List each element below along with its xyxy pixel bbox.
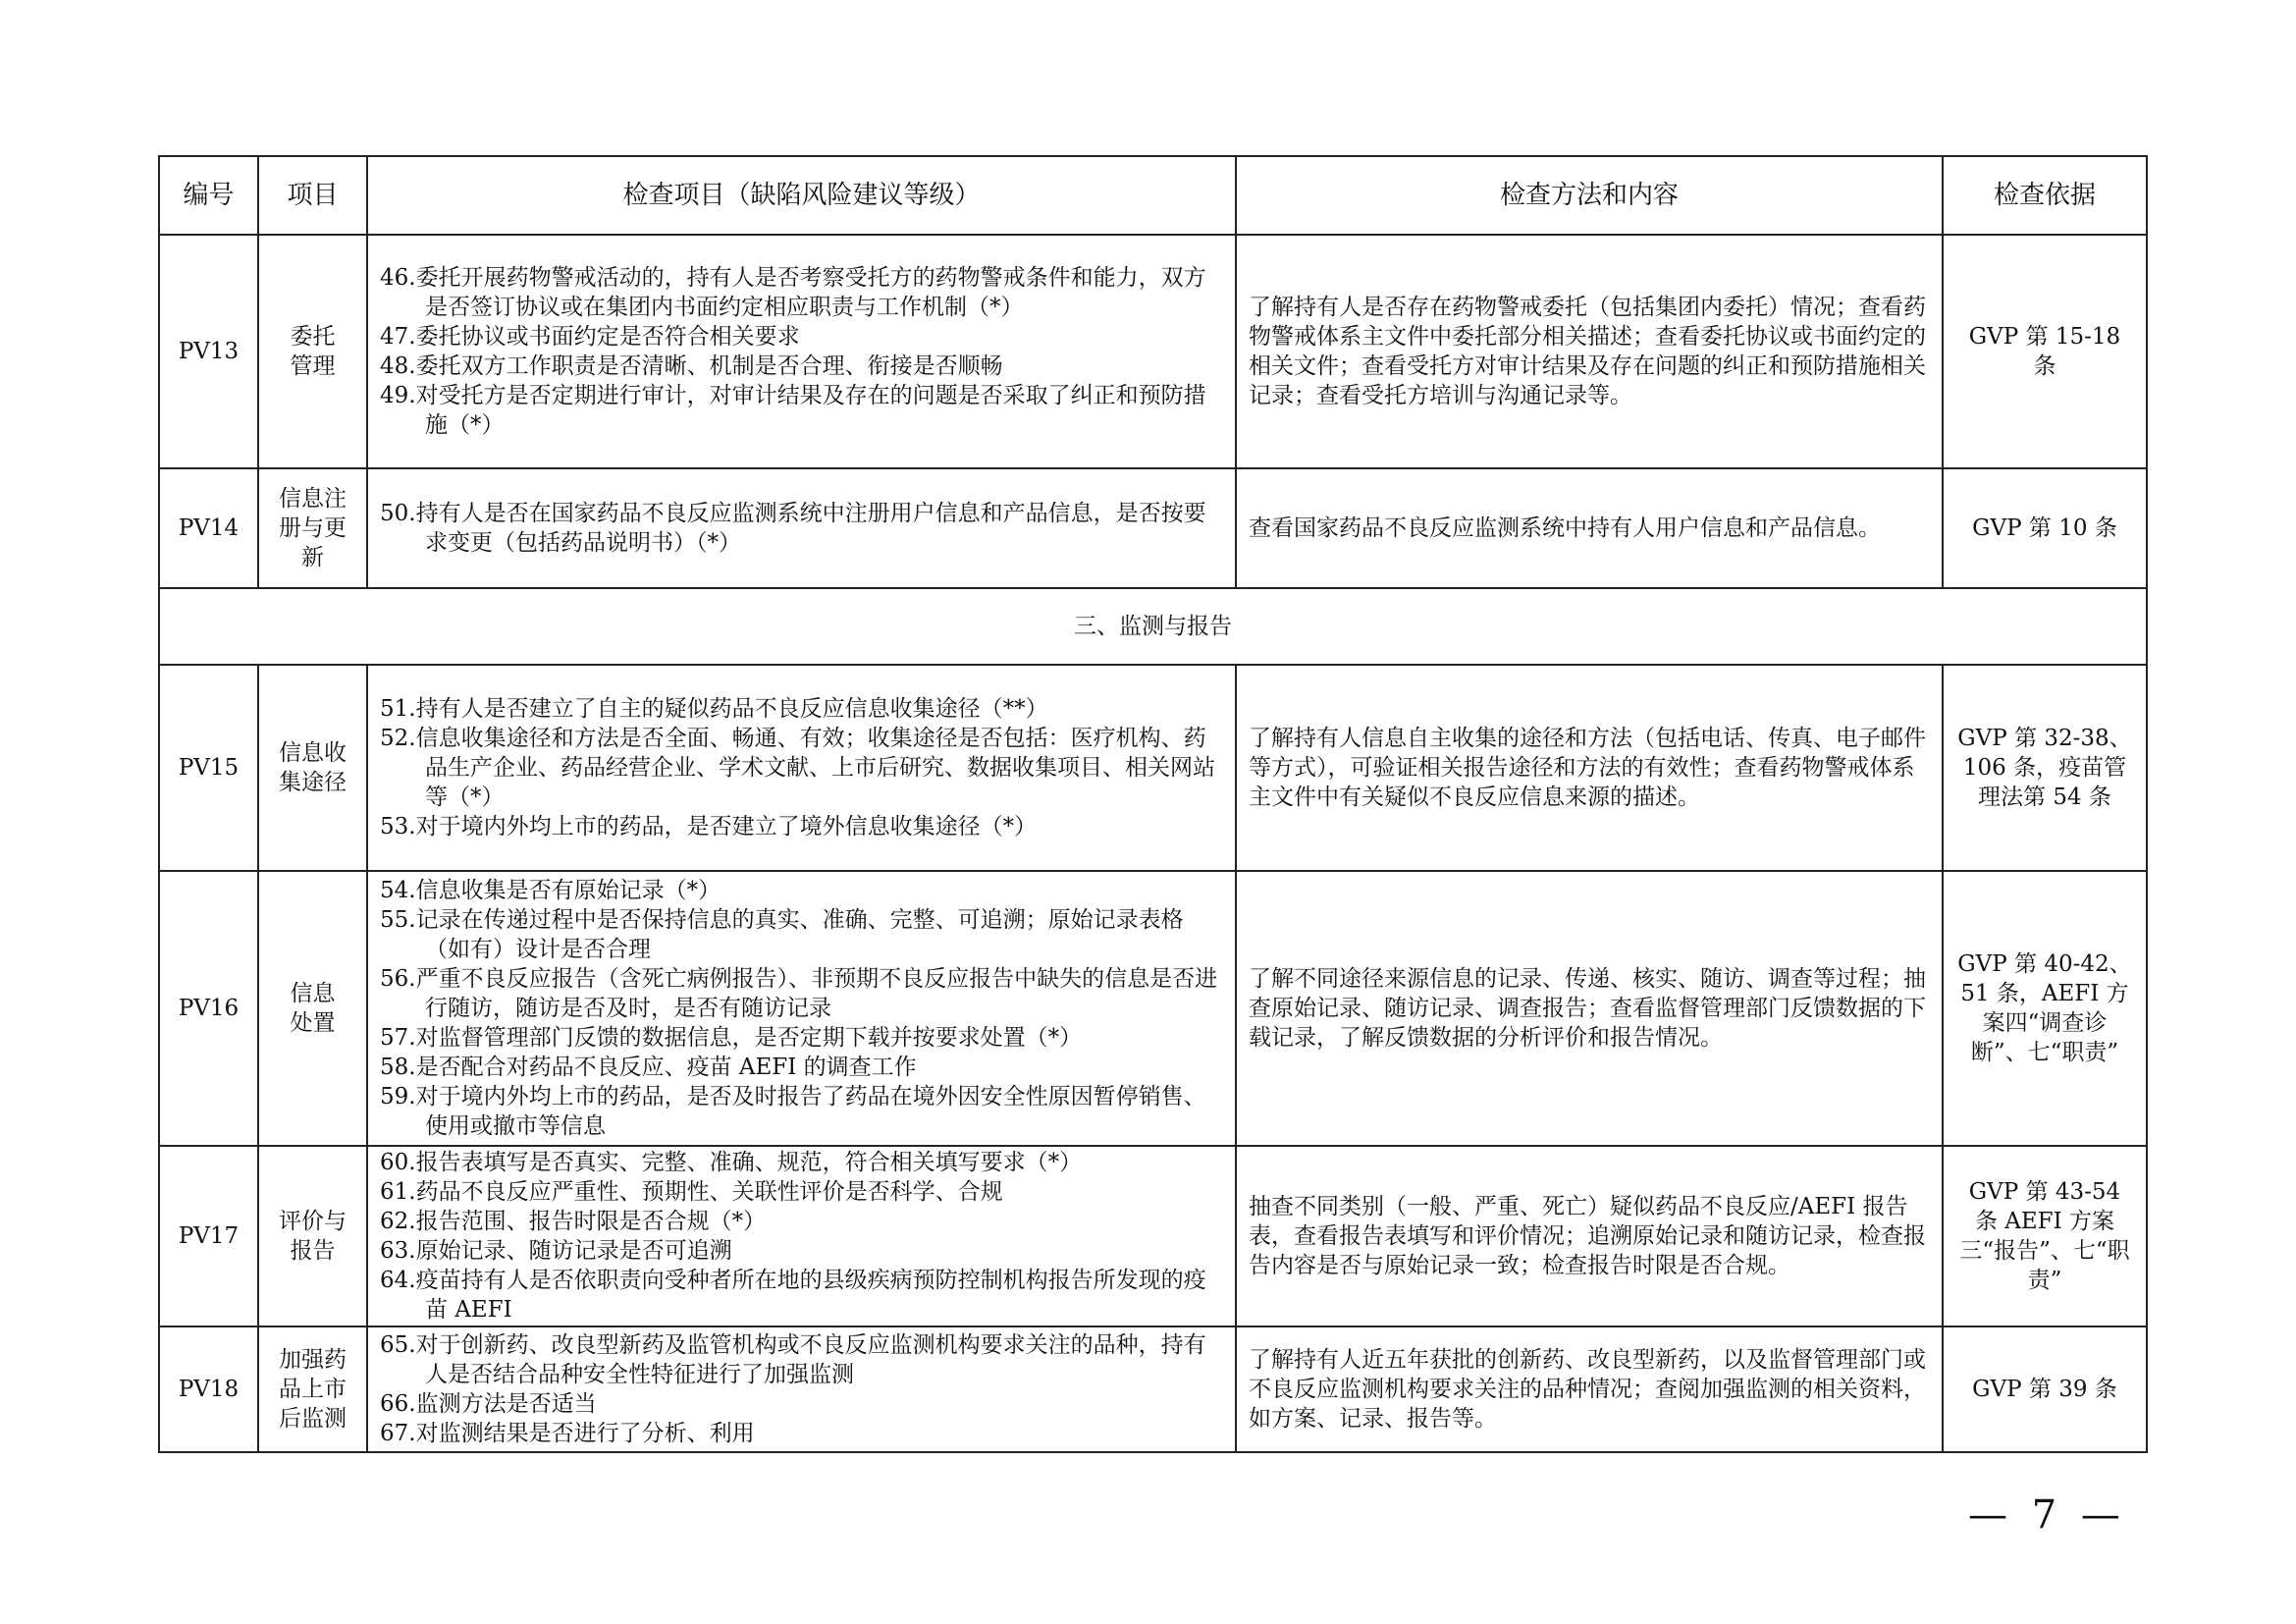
project-line: 集途径 <box>279 770 347 795</box>
table-header-row <box>159 156 2147 235</box>
header-method: 检查方法和内容 <box>1236 156 1943 235</box>
row-project <box>258 871 367 1146</box>
row-project <box>258 1146 367 1326</box>
row-basis: GVP 第 40-42、51 条，AEFI 方案四“调查诊断”、七“职责” <box>1943 871 2147 1146</box>
header-items: 检查项目（缺陷风险建议等级） <box>367 156 1236 235</box>
table-row <box>159 871 2147 1146</box>
check-item: 54.信息收集是否有原始记录（*） <box>380 878 721 903</box>
row-code: PV18 <box>159 1326 258 1452</box>
row-method: 了解持有人是否存在药物警戒委托（包括集团内委托）情况；查看药物警戒体系主文件中委托部分相关描述；查看委托协议或书面约定的相关文件；查看受托方对审计结果及存在问题的纠正和预防措施相关记录；查看受托方培训与沟通记录等。 <box>1236 235 1943 468</box>
section-title: 三、监测与报告 <box>159 588 2147 665</box>
row-check-items <box>367 1326 1236 1452</box>
check-item: 47.委托协议或书面约定是否符合相关要求 <box>380 324 800 350</box>
check-item: 61.药品不良反应严重性、预期性、关联性评价是否科学、合规 <box>380 1179 1003 1205</box>
row-code: PV16 <box>159 871 258 1146</box>
check-item: 55.记录在传递过程中是否保持信息的真实、准确、完整、可追溯；原始记录表格（如有）设计是否合理 <box>380 907 1184 962</box>
row-method: 了解持有人近五年获批的创新药、改良型新药，以及监督管理部门或不良反应监测机构要求关注的品种情况；查阅加强监测的相关资料，如方案、记录、报告等。 <box>1236 1326 1943 1452</box>
row-check-items <box>367 235 1236 468</box>
row-code: PV15 <box>159 665 258 871</box>
row-basis: GVP 第 43-54 条 AEFI 方案三“报告”、七“职责” <box>1943 1146 2147 1326</box>
check-item: 62.报告范围、报告时限是否合规（*） <box>380 1209 767 1234</box>
check-item: 67.对监测结果是否进行了分析、利用 <box>380 1421 755 1446</box>
row-method: 抽查不同类别（一般、严重、死亡）疑似药品不良反应/AEFI 报告表，查看报告表填写和评价情况；追溯原始记录和随访记录，检查报告内容是否与原始记录一致；检查报告时限是否合规。 <box>1236 1146 1943 1326</box>
check-item: 58.是否配合对药品不良反应、疫苗 AEFI 的调查工作 <box>380 1055 917 1080</box>
table-row <box>159 235 2147 468</box>
project-line: 委托 <box>290 324 336 350</box>
row-basis: GVP 第 39 条 <box>1943 1326 2147 1452</box>
project-line: 加强药 <box>279 1347 347 1373</box>
row-project <box>258 468 367 588</box>
row-project <box>258 1326 367 1452</box>
table-row <box>159 1326 2147 1452</box>
row-project <box>258 665 367 871</box>
row-code: PV13 <box>159 235 258 468</box>
project-line: 信息注 <box>279 486 347 512</box>
row-basis: GVP 第 10 条 <box>1943 468 2147 588</box>
check-item: 48.委托双方工作职责是否清晰、机制是否合理、衔接是否顺畅 <box>380 353 1003 379</box>
project-line: 管理 <box>290 353 336 379</box>
row-method: 了解持有人信息自主收集的途径和方法（包括电话、传真、电子邮件等方式），可验证相关报告途径和方法的有效性；查看药物警戒体系主文件中有关疑似不良反应信息来源的描述。 <box>1236 665 1943 871</box>
row-check-items <box>367 468 1236 588</box>
row-method: 了解不同途径来源信息的记录、传递、核实、随访、调查等过程；抽查原始记录、随访记录、调查报告；查看监督管理部门反馈数据的下载记录，了解反馈数据的分析评价和报告情况。 <box>1236 871 1943 1146</box>
check-item: 60.报告表填写是否真实、完整、准确、规范，符合相关填写要求（*） <box>380 1150 1083 1175</box>
check-item: 65.对于创新药、改良型新药及监管机构或不良反应监测机构要求关注的品种，持有人是否结合品种安全性特征进行了加强监测 <box>380 1332 1206 1387</box>
project-line: 新 <box>301 545 324 570</box>
header-code: 编号 <box>159 156 258 235</box>
project-line: 信息 <box>290 981 336 1006</box>
row-code: PV14 <box>159 468 258 588</box>
table-row <box>159 1146 2147 1326</box>
check-item: 56.严重不良反应报告（含死亡病例报告）、非预期不良反应报告中缺失的信息是否进行随访，随访是否及时，是否有随访记录 <box>380 966 1218 1021</box>
check-item: 50.持有人是否在国家药品不良反应监测系统中注册用户信息和产品信息，是否按要求变更（包括药品说明书）（*） <box>380 501 1206 556</box>
header-project: 项目 <box>258 156 367 235</box>
header-basis: 检查依据 <box>1943 156 2147 235</box>
check-item: 52.信息收集途径和方法是否全面、畅通、有效；收集途径是否包括：医疗机构、药品生产企业、药品经营企业、学术文献、上市后研究、数据收集项目、相关网站等（*） <box>380 726 1215 810</box>
row-check-items <box>367 665 1236 871</box>
row-project <box>258 235 367 468</box>
inspection-table <box>158 155 2148 1453</box>
table-row <box>159 665 2147 871</box>
check-item: 59.对于境内外均上市的药品，是否及时报告了药品在境外因安全性原因暂停销售、使用或撤市等信息 <box>380 1084 1206 1139</box>
row-method: 查看国家药品不良反应监测系统中持有人用户信息和产品信息。 <box>1236 468 1943 588</box>
row-code: PV17 <box>159 1146 258 1326</box>
project-line: 品上市 <box>279 1377 347 1402</box>
row-check-items <box>367 871 1236 1146</box>
project-line: 评价与 <box>279 1209 347 1234</box>
section-row <box>159 588 2147 665</box>
check-item: 64.疫苗持有人是否依职责向受种者所在地的县级疾病预防控制机构报告所发现的疫苗 AEFI <box>380 1268 1206 1323</box>
project-line: 处置 <box>290 1010 336 1036</box>
page-number: — 7 — <box>1968 1492 2126 1538</box>
row-check-items <box>367 1146 1236 1326</box>
check-item: 66.监测方法是否适当 <box>380 1391 597 1417</box>
project-line: 报告 <box>290 1238 336 1264</box>
check-item: 51.持有人是否建立了自主的疑似药品不良反应信息收集途径（**） <box>380 696 1048 722</box>
project-line: 信息收 <box>279 740 347 766</box>
check-item: 53.对于境内外均上市的药品，是否建立了境外信息收集途径（*） <box>380 814 1038 839</box>
check-item: 57.对监督管理部门反馈的数据信息，是否定期下载并按要求处置（*） <box>380 1025 1083 1051</box>
row-basis: GVP 第 32-38、106 条，疫苗管理法第 54 条 <box>1943 665 2147 871</box>
check-item: 63.原始记录、随访记录是否可追溯 <box>380 1238 732 1264</box>
project-line: 后监测 <box>279 1406 347 1432</box>
row-basis: GVP 第 15-18 条 <box>1943 235 2147 468</box>
table-row <box>159 468 2147 588</box>
project-line: 册与更 <box>279 515 347 541</box>
check-item: 46.委托开展药物警戒活动的，持有人是否考察受托方的药物警戒条件和能力，双方是否签订协议或在集团内书面约定相应职责与工作机制（*） <box>380 265 1206 320</box>
check-item: 49.对受托方是否定期进行审计，对审计结果及存在的问题是否采取了纠正和预防措施（*） <box>380 383 1206 438</box>
